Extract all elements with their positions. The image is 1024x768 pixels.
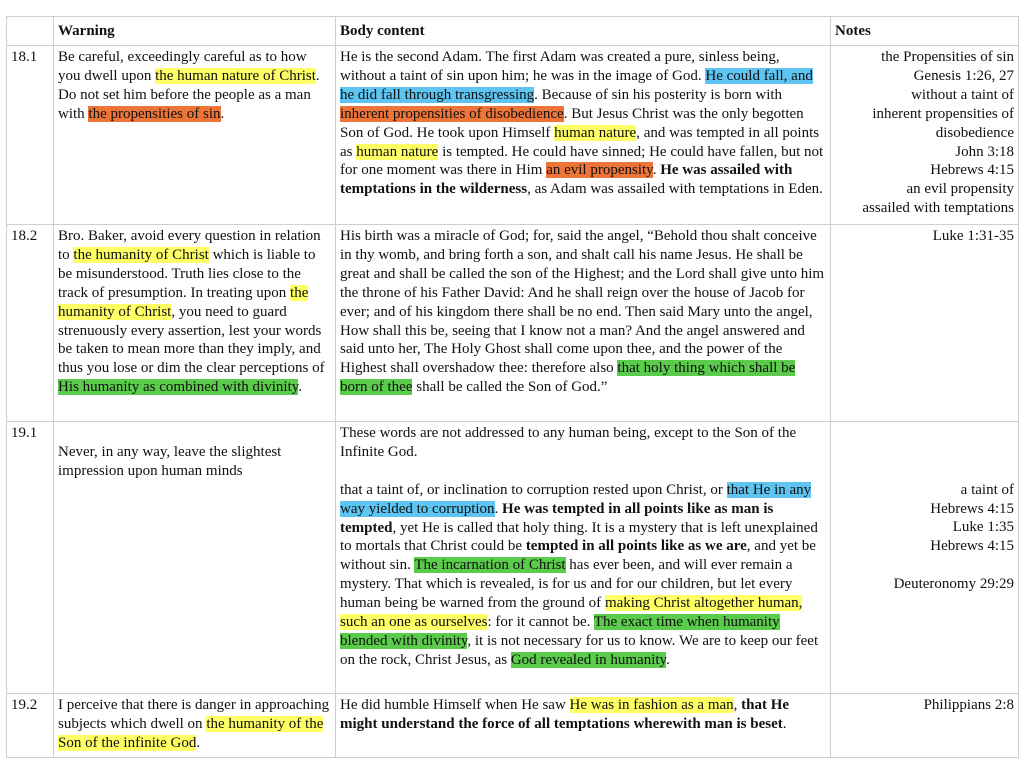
warning-cell <box>54 694 336 758</box>
text-run: has ever been, and will ever remain a mystery. That which is revealed, is for us and for our children, but let every human being be warned from the ground of <box>340 557 793 612</box>
comparison-table <box>6 16 1019 758</box>
table-row <box>7 694 1019 758</box>
text-run: . <box>782 715 787 732</box>
bold-text: He was assailed with temptations in the wilderness <box>340 162 793 198</box>
paragraph <box>340 48 826 199</box>
bold-text: He was tempted in all points like as man is tempted <box>340 500 774 536</box>
highlight-green: His humanity as combined with divinity <box>58 379 299 396</box>
notes-cell <box>831 46 1019 225</box>
note-line: Deuteronomy 29:29 <box>893 576 1014 593</box>
warning-cell <box>54 225 336 422</box>
note-line <box>835 462 1014 481</box>
paragraph <box>340 481 826 670</box>
text-run: . Do not set him before the people as a man with <box>58 67 320 122</box>
note-line: an evil propensity <box>906 181 1014 198</box>
header-row <box>7 17 1019 46</box>
text-run: . <box>196 734 201 751</box>
text-run: : for it cannot be. <box>487 614 594 631</box>
text-run: . Because of sin his posterity is born with <box>534 86 783 103</box>
notes-cell <box>831 422 1019 694</box>
body-cell <box>336 694 831 758</box>
note-line: Hebrews 4:15 <box>930 538 1014 555</box>
highlight-yellow: making Christ altogether human, such an one as ourselves <box>340 595 803 631</box>
row-id: 18.2 <box>7 225 54 422</box>
note-line: Philippians 2:8 <box>923 697 1014 713</box>
highlight-green: God revealed in humanity <box>510 651 667 668</box>
highlight-yellow: human nature <box>356 143 439 160</box>
highlight-green: that holy thing which shall be born of thee <box>340 360 796 396</box>
note-line: the Propensities of sin <box>881 49 1014 65</box>
note-line: assailed with temptations <box>862 200 1014 217</box>
text-run: , <box>733 697 742 713</box>
paragraph <box>340 424 826 462</box>
text-run: . <box>220 105 225 122</box>
note-line: inherent propensities of disobedience <box>872 105 1014 141</box>
highlight-yellow: the human nature of Christ <box>155 67 316 84</box>
note-line: Luke 1:35 <box>952 519 1014 536</box>
note-line: John 3:18 <box>955 143 1014 160</box>
text-run: He did humble Himself when He saw <box>340 697 570 713</box>
text-run: . But Jesus Christ was the only begotten Son of God. He took upon Himself <box>340 105 804 141</box>
notes-cell <box>831 225 1019 422</box>
text-run: is tempted. He could have sinned; He could have fallen, but not for one moment was there in Him <box>340 143 824 179</box>
highlight-orange: inherent propensities of disobedience <box>340 105 564 122</box>
text-run: He is the second Adam. The first Adam was created a pure, sinless being, without a taint of sin upon him; he was in the image of God. <box>340 49 780 84</box>
warning-cell <box>54 46 336 225</box>
text-run: . <box>666 651 670 668</box>
text-run: . <box>494 500 503 517</box>
highlight-orange: an evil propensity <box>546 162 653 179</box>
text-run: , you need to guard strenuously every assertion, lest your words be taken to mean more than they imply, and thus you lose or dim the clear perceptions of <box>58 303 325 377</box>
text-run: , and was tempted in all points as <box>340 124 820 160</box>
note-line: Luke 1:31-35 <box>932 228 1014 244</box>
highlight-green: The incarnation of Christ <box>414 557 566 574</box>
text-run: which is liable to be misunderstood. Truth lies close to the track of presumption. In treating upon <box>58 246 316 301</box>
note-line <box>835 443 1014 462</box>
text-run: His birth was a miracle of God; for, said the angel, “Behold thou shalt conceive in thy womb, and bring forth a son, and shalt call his name Jesus. He shall be great and shall be called the son of the Highest; and the Lord shall give unto him the throne of his Father David: And he shall reign over the house of Jacob for ever; and of his kingdom there shall be no end. Then said Mary unto the angel, How shall this be, seeing that I know not a man? And the angel answered and said unto her, The Holy Ghost shall come upon thee, and the power of the Highest shall overshadow thee: therefore also <box>340 228 825 377</box>
text-run: , it is not necessary for us to know. We are to keep our feet on the rock, Christ Jesus, as <box>340 632 819 668</box>
text-run: I perceive that there is danger in approaching subjects which dwell on <box>58 697 330 732</box>
highlight-yellow: the humanity of the Son of the infinite God <box>58 715 324 751</box>
row-id: 19.1 <box>7 422 54 694</box>
note-line <box>835 424 1014 443</box>
note-line: Genesis 1:26, 27 <box>913 67 1014 84</box>
note-line <box>835 556 1014 575</box>
table-row <box>7 422 1019 694</box>
highlight-yellow: the humanity of Christ <box>73 246 209 263</box>
text-run: Bro. Baker, avoid every question in relation to <box>58 228 321 263</box>
text-run: Never, in any way, leave the slightest impression upon human minds <box>58 443 282 479</box>
header-body-content: Body content <box>336 17 831 46</box>
highlight-orange: the propensities of sin <box>88 105 221 122</box>
text-run: . <box>652 162 661 179</box>
note-line: without a taint of <box>911 86 1014 103</box>
text-run: . <box>298 379 303 396</box>
table-row <box>7 225 1019 422</box>
bold-text: that He might understand the force of all temptations wherewith man is beset <box>340 697 790 732</box>
note-line: Hebrews 4:15 <box>930 162 1014 179</box>
highlight-blue: He could fall, and he did fall through transgressing <box>340 67 813 103</box>
note-line: Hebrews 4:15 <box>930 500 1014 517</box>
row-id: 18.1 <box>7 46 54 225</box>
row-id: 19.2 <box>7 694 54 758</box>
text-run: Be careful, exceedingly careful as to how you dwell upon <box>58 49 307 84</box>
paragraph <box>340 696 826 734</box>
warning-cell <box>54 422 336 694</box>
header-id <box>7 17 54 46</box>
text-run: that a taint of, or inclination to corruption rested upon Christ, or <box>340 481 727 498</box>
text-run: , yet He is called that holy thing. It is a mystery that is left unexplained to mortals that Christ could be <box>340 519 818 555</box>
highlight-yellow: human nature <box>554 124 637 141</box>
highlight-green: The exact time when humanity blended with divinity <box>340 614 780 649</box>
header-notes: Notes <box>831 17 1019 46</box>
header-warning: Warning <box>54 17 336 46</box>
bold-text: tempted in all points like as we are <box>525 538 747 555</box>
table-row <box>7 46 1019 225</box>
text-run: , and yet be without sin. <box>340 538 816 574</box>
body-cell <box>336 422 831 694</box>
paragraph <box>340 227 826 397</box>
text-run: , as Adam was assailed with temptations in Eden. <box>527 181 823 198</box>
note-line: a taint of <box>960 481 1014 498</box>
text-run: shall be called the Son of God.” <box>412 379 608 396</box>
body-cell <box>336 225 831 422</box>
highlight-yellow: He was in fashion as a man <box>569 697 734 713</box>
body-cell <box>336 46 831 225</box>
highlight-yellow: the humanity of Christ <box>58 284 309 320</box>
highlight-blue: that He in any way yielded to corruption <box>340 481 812 517</box>
text-run: These words are not addressed to any human being, except to the Son of the Infinite God. <box>340 425 797 460</box>
notes-cell <box>831 694 1019 758</box>
